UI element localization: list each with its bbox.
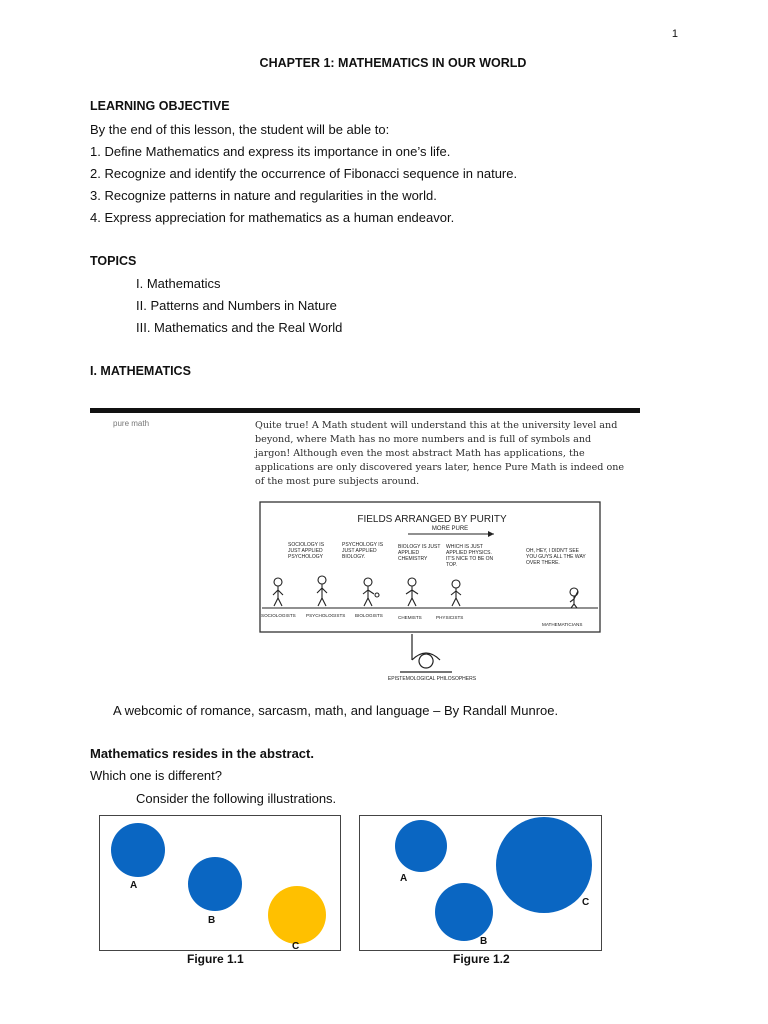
figure-1-2-caption: Figure 1.2 bbox=[453, 952, 510, 966]
figure-1-1-label-a: A bbox=[130, 880, 138, 891]
arrow-label: MORE PURE bbox=[431, 526, 469, 532]
bubble-biology: BIOLOGY IS JUST APPLIED CHEMISTRY bbox=[398, 544, 441, 562]
comic-caption: A webcomic of romance, sarcasm, math, and language – By Randall Munroe. bbox=[113, 703, 559, 718]
learning-objective-heading: LEARNING OBJECTIVE bbox=[90, 99, 230, 113]
under-label: EPISTEMOLOGICAL PHILOSOPHERS bbox=[387, 676, 477, 682]
objective-item: 4. Express appreciation for mathematics as a human endeavor. bbox=[90, 210, 455, 225]
philosopher-figure bbox=[400, 634, 452, 672]
objective-item: 3. Recognize patterns in nature and regularities in the world. bbox=[90, 188, 437, 203]
objective-item: 1. Define Mathematics and express its importance in one’s life. bbox=[90, 144, 451, 159]
figure-1-2-label-a: A bbox=[400, 873, 408, 884]
objective-item: 2. Recognize and identify the occurrence of Fibonacci sequence in nature. bbox=[90, 166, 518, 181]
circle-c bbox=[496, 817, 592, 913]
ground-label: CHEMISTS bbox=[398, 615, 422, 620]
ground-label: PSYCHOLOGISTS bbox=[306, 613, 346, 618]
bubble-chemistry: WHICH IS JUST APPLIED PHYSICS. IT'S NICE TO BE ON TOP. bbox=[446, 544, 494, 568]
pure-math-quote: Quite true! A Math student will understand this at the university level and beyond, where Math has no more numbers and is full of symbols and jargon! Although even the most abstract Math has applications, the applications are only discovered years later, hence Pure Math is indeed one of the most pure subjects around. bbox=[255, 420, 625, 487]
ground-label: SOCIOLOGISTS bbox=[261, 613, 296, 618]
figure-1-2-label-b: B bbox=[480, 936, 488, 947]
circle-a bbox=[111, 823, 165, 877]
abstract-question: Which one is different? bbox=[90, 768, 222, 783]
abstract-instruction: Consider the following illustrations. bbox=[136, 791, 337, 806]
figure-1-2-label-c: C bbox=[582, 897, 590, 908]
divider-bar bbox=[90, 408, 640, 413]
circle-a bbox=[395, 820, 447, 872]
figure-1-2 bbox=[359, 815, 602, 951]
circle-b bbox=[188, 857, 242, 911]
topic-item: III. Mathematics and the Real World bbox=[136, 320, 343, 335]
bubble-psychology: PSYCHOLOGY IS JUST APPLIED BIOLOGY. bbox=[342, 542, 384, 560]
purity-webcomic bbox=[250, 496, 610, 694]
bubble-math: OH, HEY, I DIDN'T SEE YOU GUYS ALL THE WAY OVER THERE. bbox=[526, 548, 586, 566]
topic-item: II. Patterns and Numbers in Nature bbox=[136, 298, 337, 313]
figure-1-1-label-c: C bbox=[292, 941, 300, 952]
learning-objective-intro: By the end of this lesson, the student will be able to: bbox=[90, 122, 390, 137]
figure-1-2-circles bbox=[360, 816, 601, 950]
topic-item: I. Mathematics bbox=[136, 276, 221, 291]
circle-b bbox=[435, 883, 493, 941]
ground-label: MATHEMATICIANS bbox=[542, 622, 583, 627]
circle-c bbox=[268, 886, 326, 944]
ground-label: BIOLOGISTS bbox=[355, 613, 383, 618]
figure-1-1-caption: Figure 1.1 bbox=[187, 952, 244, 966]
comic-title: FIELDS ARRANGED BY PURITY bbox=[357, 514, 507, 525]
chapter-title: CHAPTER 1: MATHEMATICS IN OUR WORLD bbox=[259, 56, 527, 70]
abstract-heading: Mathematics resides in the abstract. bbox=[90, 746, 314, 761]
figure-1-1-label-b: B bbox=[208, 915, 216, 926]
pure-math-label: pure math bbox=[113, 419, 150, 428]
page-number: 1 bbox=[671, 28, 678, 40]
section-heading: I. MATHEMATICS bbox=[90, 364, 191, 378]
topics-heading: TOPICS bbox=[90, 254, 137, 268]
bubble-sociology: SOCIOLOGY IS JUST APPLIED PSYCHOLOGY bbox=[288, 542, 325, 560]
ground-label: PHYSICISTS bbox=[436, 615, 464, 620]
